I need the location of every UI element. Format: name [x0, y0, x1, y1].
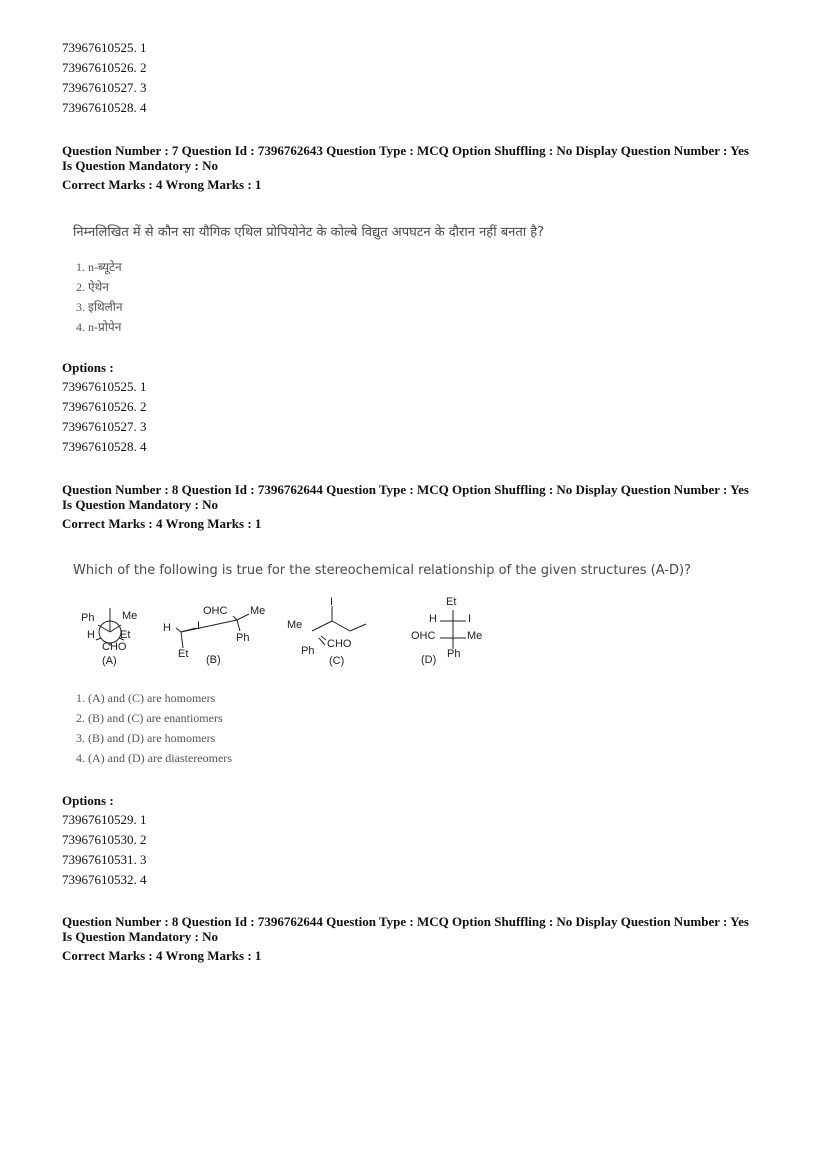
- label-i: I: [197, 620, 201, 632]
- label-cho: CHO: [102, 641, 127, 653]
- bond: [176, 628, 181, 632]
- bond: [332, 621, 350, 631]
- option-line: 73967610527. 3: [62, 80, 147, 95]
- question-7-choice: 4. n-प्रोपेन: [76, 320, 122, 334]
- question-meta-line: Question Number : 8 Question Id : 7396762644 Question Type : MCQ Option Shuffling : No Display Question Number : Yes: [62, 914, 749, 929]
- label-me: Me: [467, 630, 483, 642]
- option-line: 73967610527. 3: [62, 419, 147, 434]
- structure-label-c: (C): [329, 655, 345, 667]
- question-7-choice: 2. ऐथेन: [76, 280, 109, 294]
- option-line: 73967610526. 2: [62, 60, 147, 75]
- question-8-text: Which of the following is true for the stereochemical relationship of the given structures (A-D)?: [73, 563, 691, 578]
- bond: [233, 616, 237, 620]
- label-i: I: [468, 613, 472, 625]
- question-8-choice: 3. (B) and (D) are homomers: [76, 731, 216, 745]
- bond: [237, 614, 249, 620]
- structure-label-b: (B): [206, 654, 221, 666]
- label-h: H: [429, 613, 437, 625]
- question-mandatory-line: Is Question Mandatory : No: [62, 497, 219, 512]
- question-8-choice: 2. (B) and (C) are enantiomers: [76, 711, 223, 725]
- label-ph: Ph: [301, 645, 315, 657]
- label-et: Et: [120, 629, 131, 641]
- label-ph: Ph: [447, 648, 461, 660]
- option-line: 73967610525. 1: [62, 379, 147, 394]
- options-label: Options :: [62, 360, 114, 375]
- question-7-choice: 3. इथिलीन: [76, 300, 123, 314]
- question-mandatory-line: Is Question Mandatory : No: [62, 158, 219, 173]
- question-meta-line: Question Number : 8 Question Id : 7396762644 Question Type : MCQ Option Shuffling : No Display Question Number : Yes: [62, 482, 749, 497]
- question-marks-line: Correct Marks : 4 Wrong Marks : 1: [62, 177, 262, 192]
- label-ph: Ph: [81, 612, 95, 624]
- question-marks-line: Correct Marks : 4 Wrong Marks : 1: [62, 516, 262, 531]
- question-7-text: निम्नलिखित में से कौन सा यौगिक एथिल प्रोपियोनेट के कोल्बे विद्युत अपघटन के दौरान नहीं बनता है?: [73, 225, 545, 240]
- bond: [237, 620, 240, 631]
- option-line: 73967610528. 4: [62, 100, 147, 115]
- bond: [96, 638, 101, 640]
- bond: [312, 621, 332, 631]
- bond: [321, 636, 326, 640]
- question-meta-line: Question Number : 7 Question Id : 7396762643 Question Type : MCQ Option Shuffling : No Display Question Number : Yes: [62, 143, 749, 158]
- options-label: Options :: [62, 793, 114, 808]
- label-h: H: [87, 629, 95, 641]
- bond: [181, 632, 183, 648]
- option-line: 73967610532. 4: [62, 872, 147, 887]
- label-ohc: OHC: [203, 605, 228, 617]
- bond: [181, 628, 196, 632]
- option-line: 73967610528. 4: [62, 439, 147, 454]
- option-line: 73967610531. 3: [62, 852, 147, 867]
- label-et: Et: [178, 648, 189, 660]
- bond: [350, 624, 366, 631]
- label-me: Me: [250, 605, 266, 617]
- label-ohc: OHC: [411, 630, 436, 642]
- label-me: Me: [122, 610, 138, 622]
- question-8-choice: 1. (A) and (C) are homomers: [76, 691, 216, 705]
- question-mandatory-line: Is Question Mandatory : No: [62, 929, 219, 944]
- structure-label-d: (D): [421, 654, 437, 666]
- question-marks-line: Correct Marks : 4 Wrong Marks : 1: [62, 948, 262, 963]
- label-me: Me: [287, 619, 303, 631]
- option-line: 73967610526. 2: [62, 399, 147, 414]
- label-ph: Ph: [236, 632, 250, 644]
- option-line: 73967610529. 1: [62, 812, 147, 827]
- question-7-choice: 1. n-ब्यूटेन: [76, 260, 122, 274]
- option-line: 73967610530. 2: [62, 832, 147, 847]
- structure-label-a: (A): [102, 655, 117, 667]
- label-cho: CHO: [327, 638, 352, 650]
- question-8-choice: 4. (A) and (D) are diastereomers: [76, 751, 232, 765]
- option-line: 73967610525. 1: [62, 40, 147, 55]
- label-et: Et: [446, 596, 457, 608]
- label-i: I: [330, 596, 334, 608]
- label-h: H: [163, 622, 171, 634]
